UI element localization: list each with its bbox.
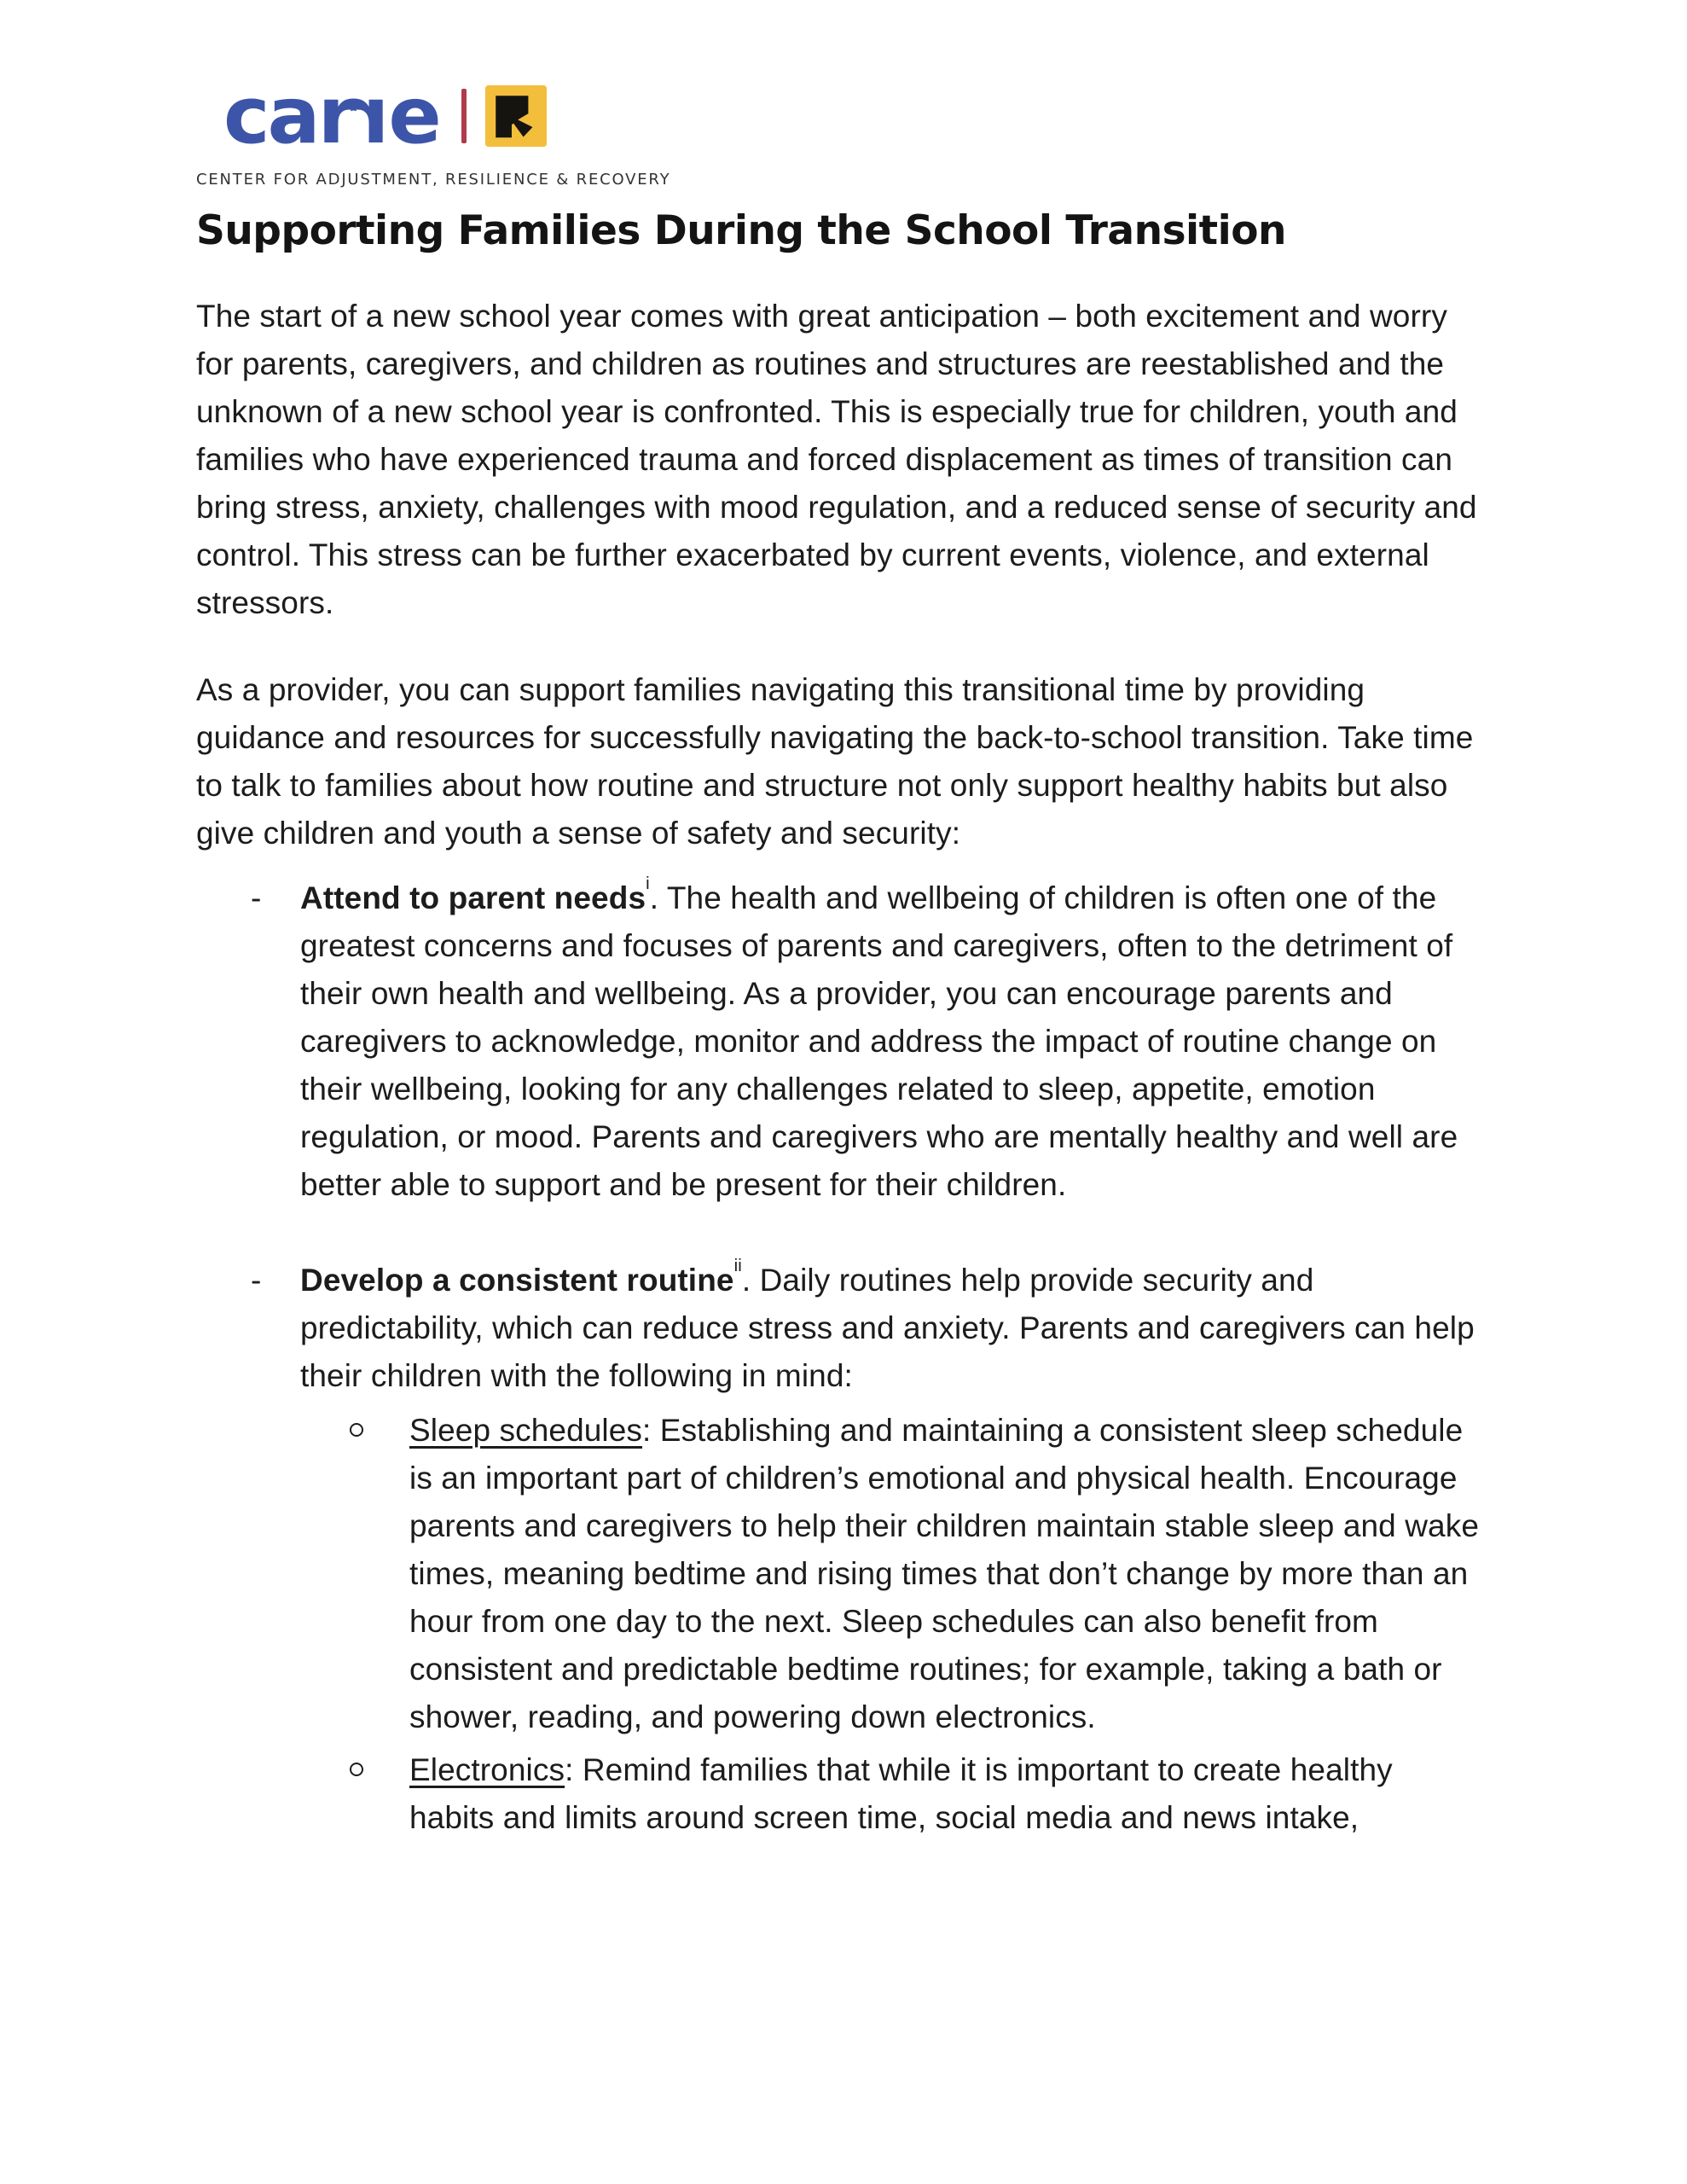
- bullet-body: . The health and wellbeing of children is often one of the greatest concerns and focuses of parents and caregivers, often to the detriment of their own health and wellbeing. As a provider, you can encourage parents and caregivers to acknowledge, monitor and address the impact of routine change on their wellbeing, looking for any challenges related to sleep, appetite, emotion regulation, or mood. Parents and caregivers who are mentally healthy and well are better able to support and be present for their children.: [300, 880, 1458, 1202]
- letterhead: [196, 70, 1493, 189]
- logo-row: [223, 70, 1493, 161]
- dash-bullet-marker: -: [251, 880, 262, 915]
- subbullet-body: : Establishing and maintaining a consistent sleep schedule is an important part of children’s emotional and physical health. Encourage parents and caregivers to help their children maintain stable sleep and wake times, meaning bedtime and rising times that don’t change by more than an hour from one day to the next. Sleep schedules can also benefit from consistent and predictable bedtime routines; for example, taking a bath or shower, reading, and powering down electronics.: [409, 1413, 1480, 1734]
- provider-guidance-paragraph: As a provider, you can support families navigating this transitional time by providing guidance and resources for successfully navigating the back-to-school transition. Take time to talk to families about how routine and structure not only support healthy habits but also give children and youth a sense of safety and security:: [196, 672, 1474, 851]
- circle-bullet-marker: [350, 1423, 363, 1437]
- logo-tagline: CENTER FOR ADJUSTMENT, RESILIENCE & RECOVERY: [196, 171, 671, 189]
- page-title: Supporting Families During the School Transition: [196, 207, 1286, 254]
- subbullet-lead: Electronics: [409, 1752, 565, 1787]
- bullet-lead: Develop a consistent routine: [300, 1263, 734, 1298]
- footnote-ref-i: i: [646, 874, 650, 893]
- dash-bullet-marker: -: [251, 1263, 262, 1298]
- guidance-list: [196, 874, 1484, 1842]
- document-body: [196, 293, 1484, 1842]
- intro-paragraph: The start of a new school year comes with great anticipation – both excitement and worry for parents, caregivers, and children as routines and structures are reestablished and the unknown of a new school year is confronted. This is especially true for children, youth and families who have experienced trauma and forced displacement as times of transition can bring stress, anxiety, challenges with mood regulation, and a reduced sense of security and control. This stress can be further exacerbated by current events, violence, and external stressors.: [196, 299, 1477, 620]
- subbullet-body: : Remind families that while it is important to create healthy habits and limits around screen time, social media and news intake,: [409, 1752, 1393, 1835]
- list-item-develop-consistent-routine: [196, 1257, 1484, 1842]
- circle-bullet-marker: [350, 1763, 363, 1776]
- wordmark-mirrored-r: r: [353, 70, 390, 161]
- carre-wordmark: [223, 70, 439, 161]
- wordmark-part-1: car: [223, 70, 354, 161]
- list-item-electronics: [300, 1746, 1484, 1842]
- bullet-lead: Attend to parent needs: [300, 880, 646, 915]
- logo-divider: [461, 89, 467, 143]
- bullet-body: . Daily routines help provide security and predictability, which can reduce stress and anxiety. Parents and caregivers can help their children with the following in mind:: [300, 1263, 1475, 1393]
- list-item-sleep-schedules: [300, 1407, 1484, 1741]
- footnote-ref-ii: ii: [733, 1256, 742, 1275]
- routine-sublist: [300, 1407, 1484, 1842]
- subbullet-lead: Sleep schedules: [409, 1413, 643, 1448]
- irc-arrow-icon: [485, 85, 547, 147]
- list-item-attend-to-parent-needs: [196, 874, 1484, 1209]
- wordmark-part-2: e: [388, 70, 439, 161]
